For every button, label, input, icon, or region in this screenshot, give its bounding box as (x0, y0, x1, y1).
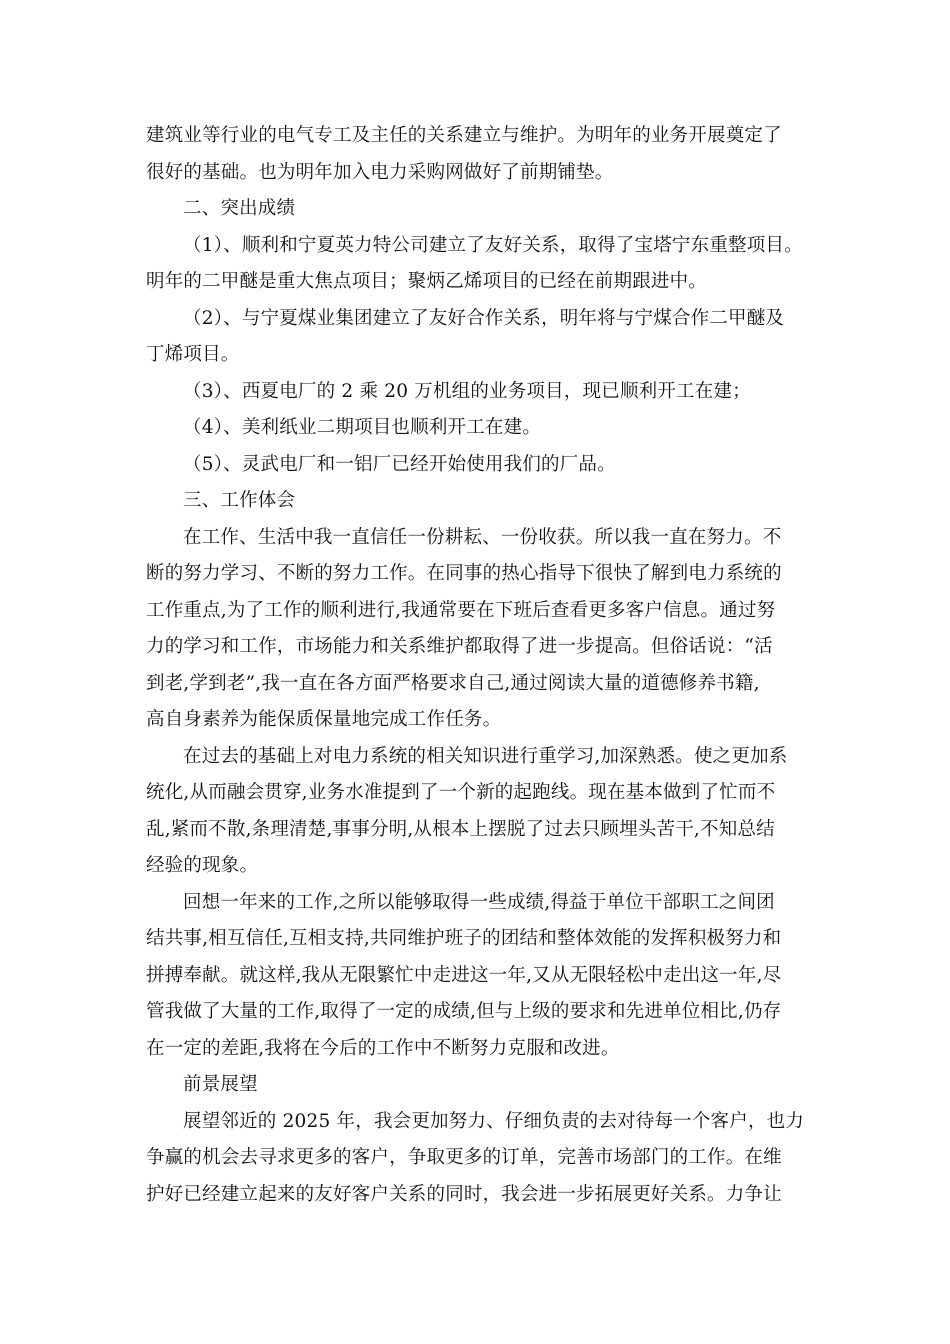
text-line: 明年的二甲醚是重大焦点项目；聚炳乙烯项目的已经在前期跟进中。 (146, 271, 708, 292)
text-line: 统化,从而融会贯穿,业务水准提到了一个新的起跑线。现在基本做到了忙而不 (146, 782, 776, 803)
text-line: 拼搏奉献。就这样,我从无限繁忙中走进这一年,又从无限轻松中走出这一年,尽 (146, 964, 782, 986)
paragraph-start: 回想一年来的工作,之所以能够取得一些成绩,得益于单位干部职工之间团 (183, 891, 775, 913)
paragraph-start: 在过去的基础上对电力系统的相关知识进行重学习,加深熟悉。使之更加系 (183, 745, 788, 767)
text-line: 高自身素养为能保质保量地完成工作任务。 (146, 709, 502, 730)
text-line: 经验的现象。 (146, 855, 259, 876)
text-line: 断的努力学习、不断的努力工作。在同事的热心指导下很快了解到电力系统的 (146, 563, 782, 584)
section-heading: 前景展望 (183, 1074, 258, 1095)
text-line: 力的学习和工作，市场能力和关系维护都取得了进一步提高。但俗话说：“活 (146, 636, 773, 657)
text-line: 结共事,相互信任,互相支持,共同维护班子的团结和整体效能的发挥积极努力和 (146, 928, 782, 949)
list-item: （5）、灵武电厂和一铝厂已经开始使用我们的厂品。 (183, 453, 616, 475)
text-line: 很好的基础。也为明年加入电力采购网做好了前期铺垫。 (146, 161, 614, 183)
paragraph-start: 展望邻近的 2025 年，我会更加努力、仔细负责的去对待每一个客户，也力 (183, 1110, 805, 1132)
paragraph-start: 在工作、生活中我一直信任一份耕耘、一份收获。所以我一直在努力。不 (183, 526, 782, 548)
text-line: 在一定的差距,我将在今后的工作中不断努力克服和改进。 (146, 1037, 620, 1059)
text-line: 建筑业等行业的电气专工及主任的关系建立与维护。为明年的业务开展奠定了 (146, 125, 782, 146)
text-line: 争赢的机会去寻求更多的客户，争取更多的订单，完善市场部门的工作。在维 (146, 1147, 782, 1168)
list-item: （2）、与宁夏煤业集团建立了友好合作关系，明年将与宁煤合作二甲醚及 (183, 307, 785, 329)
text-line: 管我做了大量的工作,取得了一定的成绩,但与上级的要求和先进单位相比,仍存 (146, 1001, 782, 1022)
section-heading: 二、突出成绩 (183, 198, 296, 219)
list-item: （1）、顺利和宁夏英力特公司建立了友好关系，取得了宝塔宁东重整项目。 (183, 234, 803, 256)
text-line: 丁烯项目。 (146, 344, 240, 365)
list-item: （4）、美利纸业二期项目也顺利开工在建。 (183, 417, 542, 438)
text-line: 工作重点,为了工作的顺利进行,我通常要在下班后查看更多客户信息。通过努 (146, 599, 776, 621)
text-line: 护好已经建立起来的友好客户关系的同时，我会进一步拓展更好关系。力争让 (146, 1183, 782, 1205)
document-body (146, 118, 812, 1213)
text-line: 乱,紧而不散,条理清楚,事事分明,从根本上摆脱了过去只顾埋头苦干,不知总结 (146, 818, 775, 840)
text-line: 到老,学到老”,我一直在各方面严格要求自己,通过阅读大量的道德修养书籍, (146, 672, 760, 694)
section-heading: 三、工作体会 (183, 490, 296, 511)
list-item: （3）、西夏电厂的 2 乘 20 万机组的业务项目，现已顺利开工在建； (183, 380, 751, 402)
